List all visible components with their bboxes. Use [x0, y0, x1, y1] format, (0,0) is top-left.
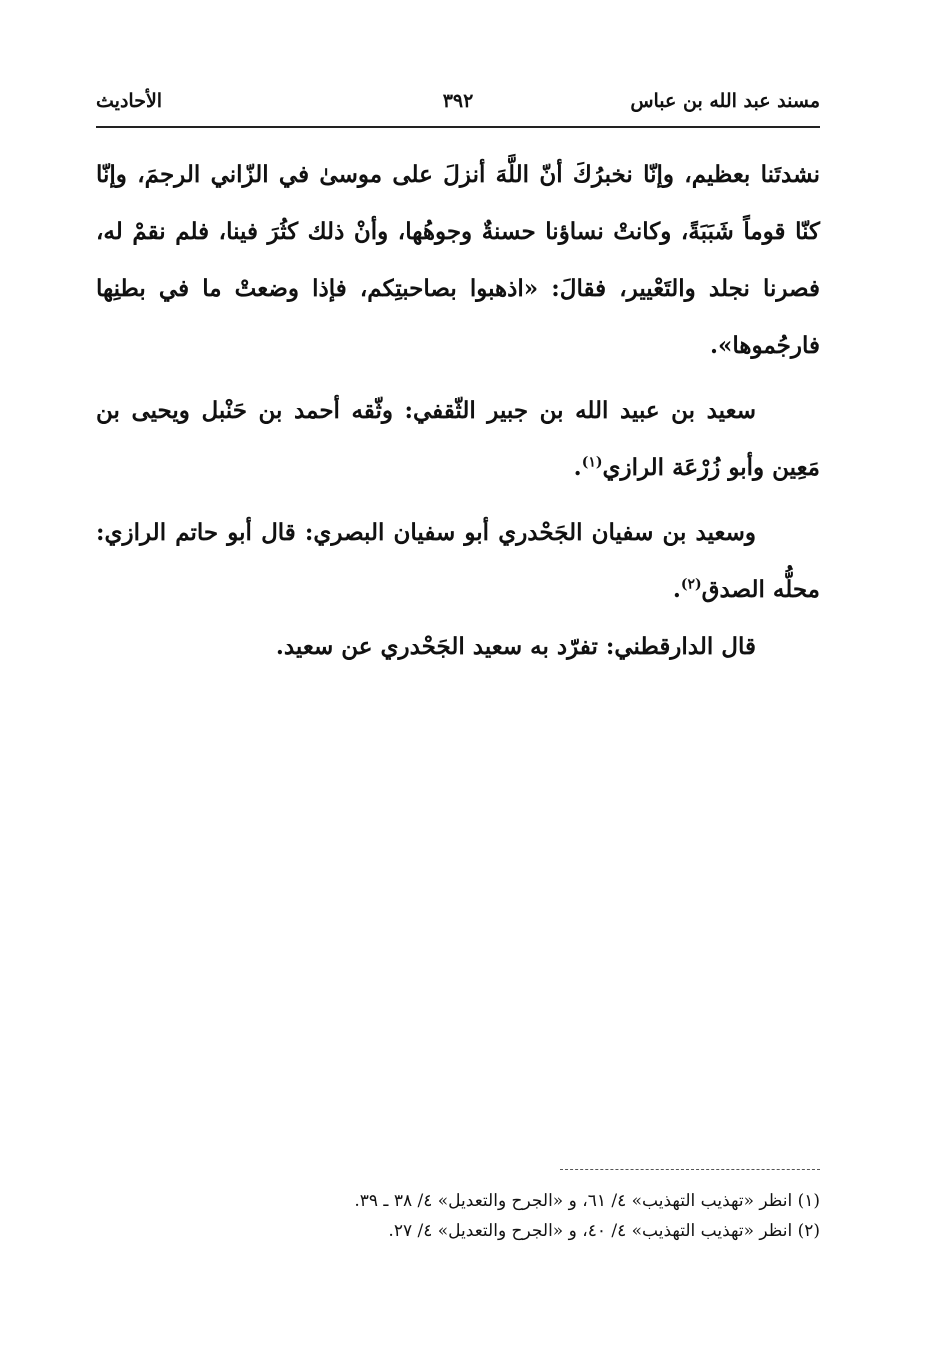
footnote-2: (٢) انظر «تهذيب التهذيب» ٤/ ٤٠، و «الجرح والتعديل» ٤/ ٢٧.	[388, 1221, 820, 1241]
narrator-paragraph-1	[96, 382, 820, 496]
page-number: ٣٩٢	[442, 90, 474, 112]
narrator-text-2: وسعيد بن سفيان الجَحْدري أبو سفيان البصري: قال أبو حاتم الرازي: محلُّه الصدق	[96, 519, 820, 603]
footnote-separator	[560, 1169, 820, 1170]
footnotes	[96, 1186, 820, 1246]
footnote-ref-2: (٢)	[680, 576, 702, 593]
period-1: .	[573, 454, 582, 481]
book-title: مسند عبد الله بن عباس	[630, 90, 820, 112]
narrator-text-1: سعيد بن عبيد الله بن جبير الثّقفي: وثّقه أحمد بن حَنْبل ويحيى بن مَعِين وأبو زُرْعَة الرازي	[96, 397, 820, 481]
main-text	[96, 146, 820, 675]
narrator-paragraph-2	[96, 504, 820, 618]
period-2: .	[672, 576, 681, 603]
footnote-1: (١) انظر «تهذيب التهذيب» ٤/ ٦١، و «الجرح والتعديل» ٤/ ٣٨ ـ ٣٩.	[354, 1191, 820, 1211]
hadith-paragraph: نشدتَنا بعظيم، وإنّا نخبرُكَ أنّ اللَّهَ أنزلَ على موسىٰ في الزّاني الرجمَ، وإنّا كنّا قوماً شَبَبَةً، وكانتْ نساؤنا حسنةٌ وجوهُها، وأنْ ذلك كثُرَ فينا، فلم نقمْ له، فصرنا نجلد والتَعْيير، فقالَ: «اذهبوا بصاحبتِكم، فإذا وضعتْ ما في بطنِها فارجُموها».	[96, 161, 820, 359]
footnote-ref-1: (١)	[581, 454, 603, 471]
running-header	[96, 86, 820, 128]
section-title: الأحاديث	[96, 90, 163, 112]
daraqutni-paragraph: قال الدارقطني: تفرّد به سعيد الجَحْدري عن سعيد.	[275, 633, 756, 660]
